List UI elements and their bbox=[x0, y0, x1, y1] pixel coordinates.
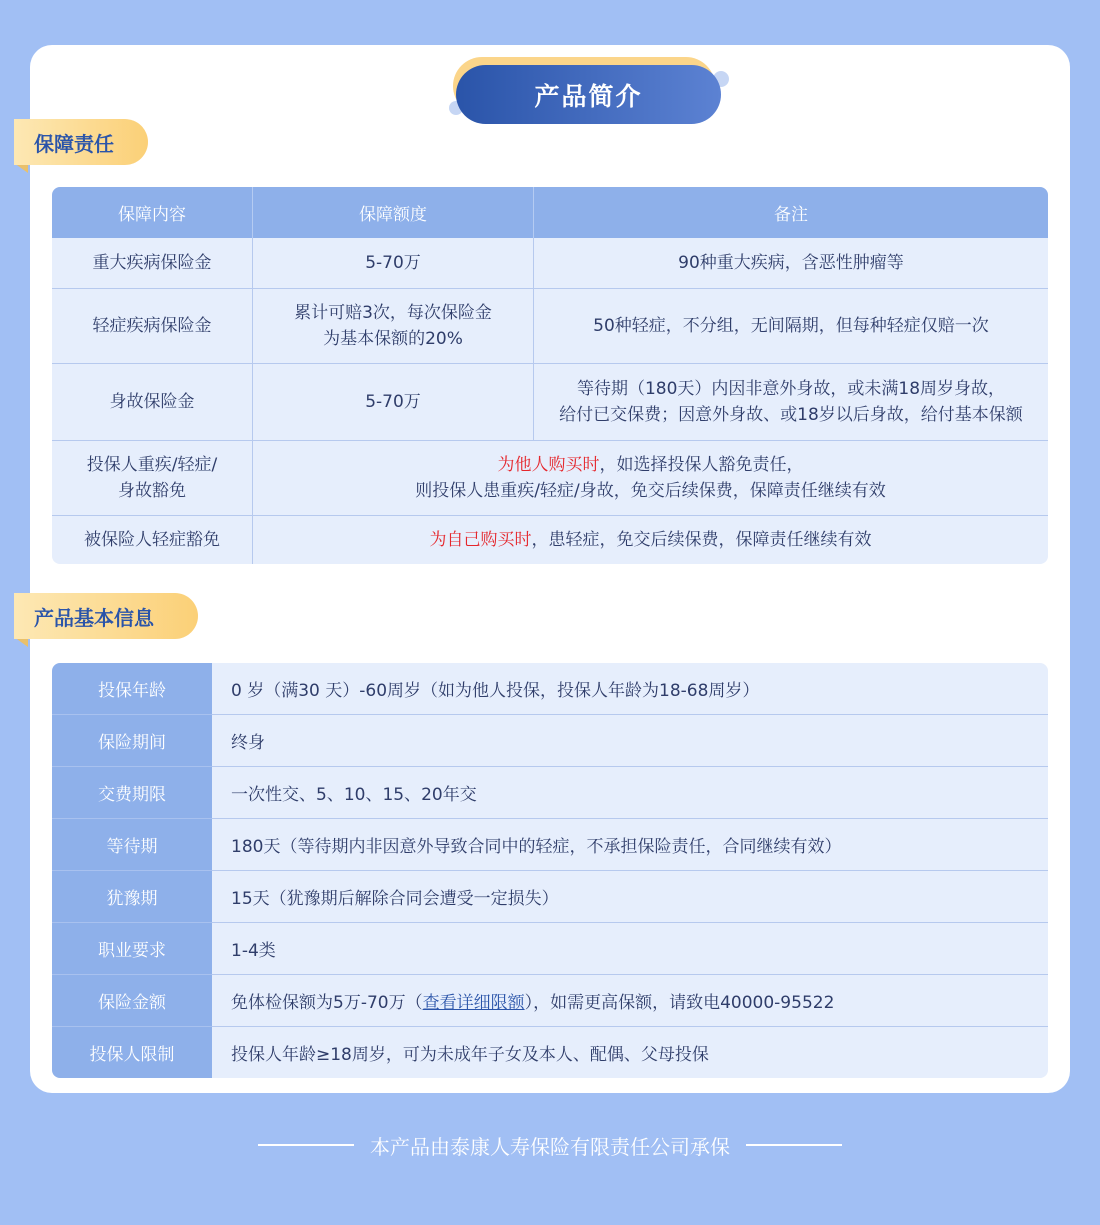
footer-text: 本产品由泰康人寿保险有限责任公司承保 bbox=[370, 1134, 730, 1159]
cell-item: 轻症疾病保险金 bbox=[52, 288, 253, 363]
value-text: 免体检保额为5万-70万（ bbox=[231, 993, 423, 1013]
cell-item: 被保险人轻症豁免 bbox=[52, 515, 253, 564]
cell-line: 等待期（180天）内因非意外身故，或未满18周岁身故， bbox=[576, 378, 1006, 399]
table-row bbox=[52, 440, 1048, 515]
info-label: 犹豫期 bbox=[52, 871, 212, 923]
cell-note: 50种轻症，不分组，无间隔期，但每种轻症仅赔一次 bbox=[534, 288, 1049, 363]
info-value bbox=[212, 975, 1048, 1027]
info-label: 交费期限 bbox=[52, 767, 212, 819]
table-row bbox=[52, 871, 1048, 923]
cell-note bbox=[534, 363, 1049, 440]
info-label: 保险期间 bbox=[52, 715, 212, 767]
cell-item: 身故保险金 bbox=[52, 363, 253, 440]
highlight-text: 为自己购买时 bbox=[429, 529, 532, 550]
info-value-highlight: 15天（犹豫期后解除合同会遭受一定损失） bbox=[212, 871, 1048, 923]
table-row bbox=[52, 363, 1048, 440]
title-badge bbox=[449, 57, 731, 129]
cell-item: 重大疾病保险金 bbox=[52, 238, 253, 288]
table-row bbox=[52, 288, 1048, 363]
info-label: 保险金额 bbox=[52, 975, 212, 1027]
header-cell: 保障额度 bbox=[253, 187, 534, 238]
cell-line: 身故豁免 bbox=[118, 480, 186, 501]
info-value: 投保人年龄≥18周岁，可为未成年子女及本人、配偶、父母投保 bbox=[212, 1027, 1048, 1079]
footer-line-left bbox=[258, 1144, 354, 1146]
info-value: 终身 bbox=[212, 715, 1048, 767]
table-row bbox=[52, 1027, 1048, 1079]
cell-line: 为基本保额的20% bbox=[323, 328, 463, 349]
info-table bbox=[52, 663, 1048, 1078]
cell-line: 投保人重疾/轻症/ bbox=[86, 454, 218, 475]
table-row bbox=[52, 715, 1048, 767]
value-text: ），如需更高保额，请致电40000-95522 bbox=[524, 993, 835, 1013]
info-label: 职业要求 bbox=[52, 923, 212, 975]
info-value: 0 岁（满30 天）-60周岁（如为他人投保，投保人年龄为18-68周岁） bbox=[212, 663, 1048, 715]
cell-amount bbox=[253, 288, 534, 363]
info-label: 投保年龄 bbox=[52, 663, 212, 715]
info-value: 1-4类 bbox=[212, 923, 1048, 975]
table-row bbox=[52, 819, 1048, 871]
page-title: 产品简介 bbox=[456, 65, 721, 124]
cell-item bbox=[52, 440, 253, 515]
coverage-table bbox=[52, 187, 1048, 564]
cell-amount: 5-70万 bbox=[253, 363, 534, 440]
cell-line: 则投保人患重疾/轻症/身故，免交后续保费，保障责任继续有效 bbox=[415, 480, 886, 501]
note-text: ，如选择投保人豁免责任， bbox=[599, 454, 804, 475]
section-title-basic-info: 产品基本信息 bbox=[14, 593, 198, 639]
view-limit-link[interactable]: 查看详细限额 bbox=[422, 993, 525, 1013]
table-row bbox=[52, 923, 1048, 975]
info-label: 等待期 bbox=[52, 819, 212, 871]
cell-note bbox=[253, 440, 1049, 515]
header-cell: 保障内容 bbox=[52, 187, 253, 238]
table-header-row bbox=[52, 187, 1048, 238]
table-row bbox=[52, 663, 1048, 715]
info-label: 投保人限制 bbox=[52, 1027, 212, 1079]
table-row bbox=[52, 515, 1048, 564]
header-cell: 备注 bbox=[534, 187, 1049, 238]
table-row bbox=[52, 975, 1048, 1027]
cell-line: 给付已交保费；因意外身故、或18岁以后身故，给付基本保额 bbox=[559, 404, 1023, 425]
table-row bbox=[52, 767, 1048, 819]
table-row bbox=[52, 238, 1048, 288]
cell-line bbox=[259, 452, 1042, 478]
cell-note bbox=[253, 515, 1049, 564]
footer bbox=[0, 1128, 1100, 1162]
info-value: 一次性交、5、10、15、20年交 bbox=[212, 767, 1048, 819]
info-value: 180天（等待期内非因意外导致合同中的轻症，不承担保险责任，合同继续有效） bbox=[212, 819, 1048, 871]
note-text: ，患轻症，免交后续保费，保障责任继续有效 bbox=[531, 529, 872, 550]
section-title-coverage: 保障责任 bbox=[14, 119, 148, 165]
cell-line: 累计可赔3次，每次保险金 bbox=[294, 302, 492, 323]
highlight-text: 为他人购买时 bbox=[497, 454, 600, 475]
cell-note: 90种重大疾病，含恶性肿瘤等 bbox=[534, 238, 1049, 288]
footer-line-right bbox=[746, 1144, 842, 1146]
cell-amount: 5-70万 bbox=[253, 238, 534, 288]
